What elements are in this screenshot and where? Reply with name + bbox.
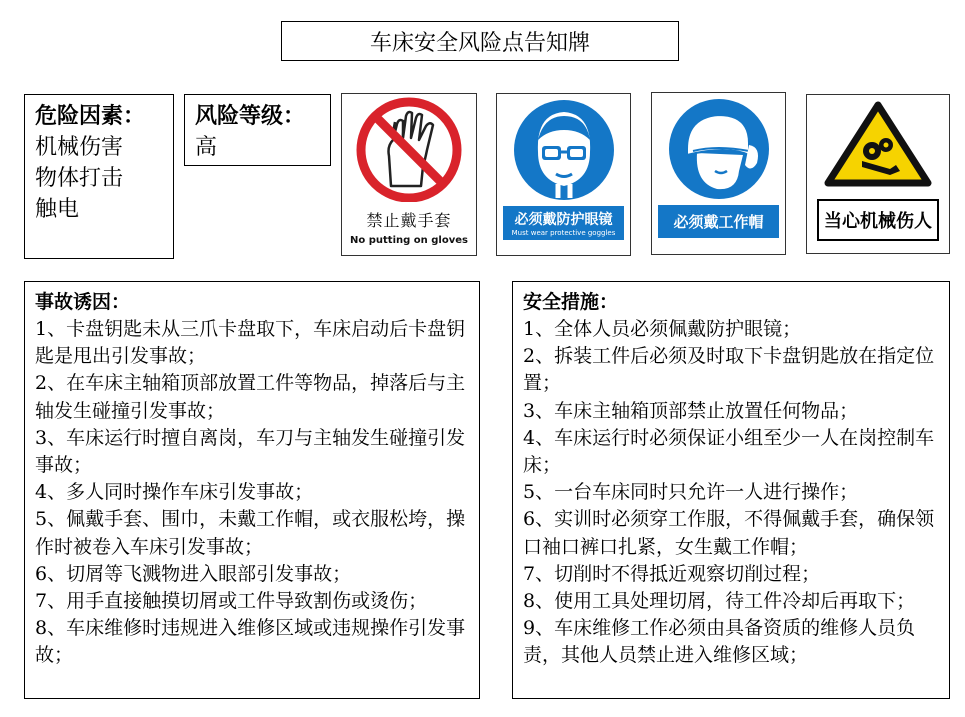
board-title: 车床安全风险点告知牌 (281, 21, 679, 61)
list-item: 6、实训时必须穿工作服，不得佩戴手套，确保领口袖口裤口扎紧，女生戴工作帽； (523, 508, 935, 558)
sign-label-zh: 必须戴工作帽 (673, 213, 764, 231)
accident-causes-panel (24, 281, 480, 699)
sign-label-zh: 必须戴防护眼镜 (514, 212, 613, 228)
list-item: 7、切削时不得抵近观察切削过程； (523, 562, 821, 585)
list-item: 5、一台车床同时只允许一人进行操作； (523, 481, 859, 504)
no-gloves-icon (347, 94, 471, 202)
risk-level-panel (184, 94, 331, 166)
sign-no-gloves (341, 93, 477, 256)
list-item: 4、多人同时操作车床引发事故； (35, 481, 314, 504)
measures-heading: 安全措施： (523, 291, 619, 313)
list-item: 2、拆装工件后必须及时取下卡盘钥匙放在指定位置； (523, 345, 935, 395)
risk-level-value: 高 (195, 135, 218, 160)
list-item: 3、车床运行时擅自离岗，车刀与主轴发生碰撞引发事故； (35, 426, 466, 477)
hazard-item: 物体打击 (35, 166, 124, 191)
sign-caution-machine (806, 94, 950, 254)
hazard-heading: 危险因素： (35, 103, 146, 129)
sign-wear-work-hat (651, 92, 786, 255)
list-item: 2、在车床主轴箱顶部放置工件等物品，掉落后与主轴发生碰撞引发事故； (35, 372, 466, 422)
sign-wear-goggles (496, 93, 631, 256)
hazard-item: 机械伤害 (35, 135, 124, 160)
work-hat-icon (657, 93, 781, 201)
list-item: 4、车床运行时必须保证小组至少一人在岗控制车床； (523, 426, 935, 477)
sign-label-zh: 当心机械伤人 (817, 199, 939, 241)
list-item: 9、车床维修工作必须由具备资质的维修人员负责，其他人员禁止进入维修区域； (523, 617, 916, 667)
hazard-factors-panel (24, 94, 174, 259)
list-item: 1、卡盘钥匙未从三爪卡盘取下，车床启动后卡盘钥匙是甩出引发事故； (35, 318, 466, 368)
goggles-icon (502, 94, 626, 202)
list-item: 6、切屑等飞溅物进入眼部引发事故； (35, 562, 352, 585)
list-item: 8、车床维修时违规进入维修区域或违规操作引发事故； (35, 617, 466, 667)
risk-level-heading: 风险等级： (195, 103, 306, 129)
list-item: 3、车床主轴箱顶部禁止放置任何物品； (523, 399, 859, 422)
sign-label-en: Must wear protective goggles (511, 229, 616, 237)
sign-label-zh: 禁止戴手套 (366, 211, 452, 230)
list-item: 7、用手直接触摸切屑或工件导致割伤或烫伤； (35, 590, 428, 613)
gear-hand-warning-icon (816, 95, 940, 191)
sign-label-en: No putting on gloves (350, 235, 468, 246)
list-item: 1、全体人员必须佩戴防护眼镜； (523, 318, 802, 340)
list-item: 8、使用工具处理切屑，待工件冷却后再取下； (523, 590, 916, 613)
sign-band (658, 205, 779, 238)
hazard-item: 触电 (35, 197, 80, 222)
list-item: 5、佩戴手套、围巾，未戴工作帽，或衣服松垮，操作时被卷入车床引发事故； (35, 508, 466, 558)
causes-heading: 事故诱因： (35, 291, 131, 313)
sign-band (503, 206, 624, 240)
safety-measures-panel (512, 281, 950, 699)
